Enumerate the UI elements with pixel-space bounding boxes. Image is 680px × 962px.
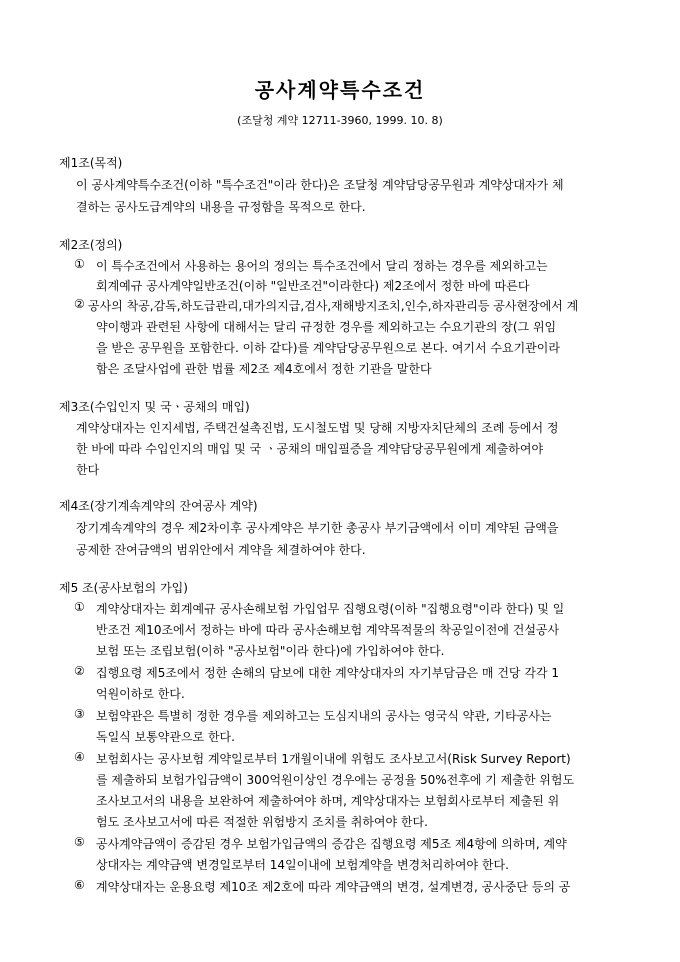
article-5-item-3-mark: ③ xyxy=(74,707,85,721)
article-5-item-6-mark: ⑥ xyxy=(74,878,85,892)
article-2-item-2-line-2: 약이행과 관련된 사항에 대해서는 달리 규정한 경우를 제외하고는 수요기관의 장(그 위임 xyxy=(96,320,557,334)
article-1-heading: 제1조(목적) xyxy=(59,156,123,170)
article-5-item-5-mark: ⑤ xyxy=(74,835,85,849)
article-5-heading: 제5 조(공사보험의 가입) xyxy=(59,581,188,595)
article-5-item-1-mark: ① xyxy=(74,600,85,614)
article-5-item-1-line-3: 보험 또는 조립보험(이하 "공사보험"이라 한다)에 가입하여야 한다. xyxy=(96,644,445,658)
article-4-heading: 제4조(장기계속계약의 잔여공사 계약) xyxy=(59,499,258,513)
article-3-heading: 제3조(수입인지 및 국ㆍ공채의 매입) xyxy=(59,400,250,414)
article-5-item-4-line-3: 조사보고서의 내용을 보완하여 제출하여야 하며, 계약상대자는 보험회사로부터 제출된 위 xyxy=(96,794,560,808)
article-1-line-1: 이 공사계약특수조건(이하 "특수조건"이라 한다)은 조달청 계약담당공무원과 계약상대자가 체 xyxy=(76,178,564,192)
article-5-item-5-line-1: 공사계약금액이 증감된 경우 보험가입금액의 증감은 집행요령 제5조 제4항에 의하며, 계약 xyxy=(96,837,567,851)
article-3-line-1: 계약상대자는 인지세법, 주택건설촉진법, 도시철도법 및 당해 지방자치단체의 조례 등에서 정 xyxy=(76,421,559,435)
article-5-item-4-line-1: 보험회사는 공사보험 계약일로부터 1개월이내에 위험도 조사보고서(Risk Survey Report) xyxy=(96,752,571,766)
article-2-item-1-line-2: 회계예규 공사계약일반조건(이하 "일반조건"이라한다) 제2조에서 정한 바에 따른다 xyxy=(96,279,530,293)
article-5-item-2-line-2: 억원이하로 한다. xyxy=(96,687,185,701)
article-4-line-2: 공제한 잔여금액의 범위안에서 계약을 체결하여야 한다. xyxy=(76,543,366,557)
article-5-item-1-line-2: 반조건 제10조에서 정하는 바에 따라 공사손해보험 계약목적물의 착공일이전에 건설공사 xyxy=(96,623,560,637)
article-2-item-1-line-1: 이 특수조건에서 사용하는 용어의 정의는 특수조건에서 달리 정하는 경우를 제외하고는 xyxy=(96,259,548,273)
article-2-item-2-line-3: 을 받은 공무원을 포함한다. 이하 같다)를 계약담당공무원으로 본다. 여기서 수요기관이라 xyxy=(96,341,560,355)
article-2-item-2-line-4: 함은 조달사업에 관한 법률 제2조 제4호에서 정한 기관을 말한다 xyxy=(96,362,432,376)
article-3-line-2: 한 바에 따라 수입인지의 매입 및 국 ㆍ공채의 매입필증을 계약담당공무원에게 제출하여야 xyxy=(76,442,544,456)
article-5-item-4-line-4: 험도 조사보고서에 따른 적절한 위험방지 조치를 취하여야 한다. xyxy=(96,815,428,829)
article-5-item-4-line-2: 를 제출하되 보험가입금액이 300억원이상인 경우에는 공정율 50%전후에 기 제출한 위험도 xyxy=(96,773,575,787)
article-5-item-4-mark: ④ xyxy=(74,750,85,764)
document-subtitle: (조달청 계약 12711-3960, 1999. 10. 8) xyxy=(237,114,443,127)
article-5-item-1-line-1: 계약상대자는 회계예규 공사손해보험 가입업무 집행요령(이하 "집행요령"이라 한다) 및 일 xyxy=(96,602,565,616)
article-5-item-5-line-2: 상대자는 계약금액 변경일로부터 14일이내에 보험계약을 변경처리하여야 한다. xyxy=(96,858,509,872)
document-title: 공사계약특수조건 xyxy=(254,78,426,102)
article-3-line-3: 한다 xyxy=(76,463,100,477)
article-2-item-2-line-1: 공사의 착공,감독,하도급관리,대가의지급,검사,재해방지조치,인수,하자관리등 공사현장에서 계 xyxy=(88,299,579,313)
article-2-heading: 제2조(정의) xyxy=(59,238,123,252)
article-5-item-2-mark: ② xyxy=(74,664,85,678)
article-5-item-2-line-1: 집행요령 제5조에서 정한 손해의 담보에 대한 계약상대자의 자기부담금은 매 건당 각각 1 xyxy=(96,666,559,680)
article-5-item-3-line-2: 독일식 보통약관으로 한다. xyxy=(96,730,235,744)
article-2-item-2-mark: ② xyxy=(74,297,85,311)
article-5-item-6-line-1: 계약상대자는 운용요령 제10조 제2호에 따라 계약금액의 변경, 설계변경, 공사중단 등의 공 xyxy=(96,880,571,894)
article-4-line-1: 장기계속계약의 경우 제2차이후 공사계약은 부기한 총공사 부기금액에서 이미 계약된 금액을 xyxy=(76,521,559,535)
article-1-line-2: 결하는 공사도급계약의 내용을 규정함을 목적으로 한다. xyxy=(76,200,366,214)
article-5-item-3-line-1: 보험약관은 특별히 정한 경우를 제외하고는 도심지내의 공사는 영국식 약관, 기타공사는 xyxy=(96,709,552,723)
article-2-item-1-mark: ① xyxy=(74,257,85,271)
